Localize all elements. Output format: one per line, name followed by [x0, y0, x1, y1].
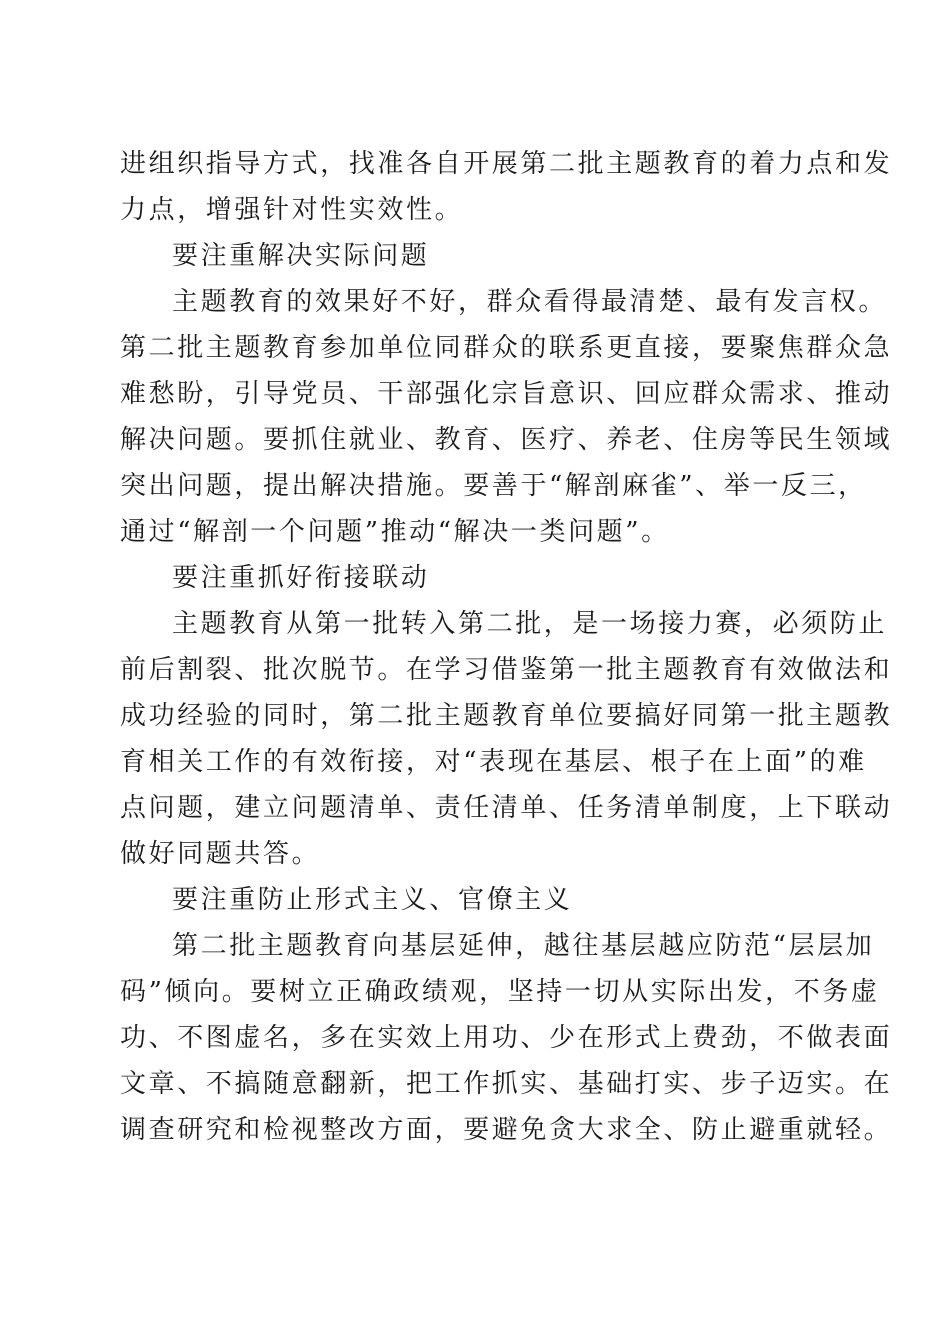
body-line: 进组织指导方式，找准各自开展第二批主题教育的着力点和发: [120, 149, 893, 179]
body-line: 解决问题。要抓住就业、教育、医疗、养老、住房等民生领域: [120, 425, 893, 455]
body-line: 码”倾向。要树立正确政绩观，坚持一切从实际出发，不务虚: [120, 977, 880, 1007]
body-line: 文章、不搞随意翻新，把工作抓实、基础打实、步子迈实。在: [120, 1069, 893, 1099]
document-body: [120, 141, 893, 1153]
section-heading: 要注重解决实际问题: [172, 241, 430, 271]
body-line: 前后割裂、批次脱节。在学习借鉴第一批主题教育有效做法和: [120, 655, 893, 685]
body-line: 做好同题共答。: [120, 839, 321, 869]
section-heading: 要注重防止形式主义、官僚主义: [172, 885, 573, 915]
section-heading: 要注重抓好衔接联动: [172, 563, 430, 593]
body-line: 调查研究和检视整改方面，要避免贪大求全、防止避重就轻。: [120, 1115, 893, 1145]
body-line: 突出问题，提出解决措施。要善于“解剖麻雀”、举一反三，: [120, 471, 867, 501]
body-line: 功、不图虚名，多在实效上用功、少在形式上费劲，不做表面: [120, 1023, 893, 1053]
body-line: 难愁盼，引导党员、干部强化宗旨意识、回应群众需求、推动: [120, 379, 893, 409]
body-line: 点问题，建立问题清单、责任清单、任务清单制度，上下联动: [120, 793, 893, 823]
body-line: 通过“解剖一个问题”推动“解决一类问题”。: [120, 517, 670, 547]
body-line: 第二批主题教育向基层延伸，越往基层越应防范“层层加: [172, 931, 875, 961]
body-line: 成功经验的同时，第二批主题教育单位要搞好同第一批主题教: [120, 701, 893, 731]
body-line: 主题教育的效果好不好，群众看得最清楚、最有发言权。: [172, 287, 888, 317]
body-line: 第二批主题教育参加单位同群众的联系更直接，要聚焦群众急: [120, 333, 893, 363]
body-line: 力点，增强针对性实效性。: [120, 195, 464, 225]
body-line: 育相关工作的有效衔接，对“表现在基层、根子在上面”的难: [120, 747, 867, 777]
body-line: 主题教育从第一批转入第二批，是一场接力赛，必须防止: [172, 609, 888, 639]
